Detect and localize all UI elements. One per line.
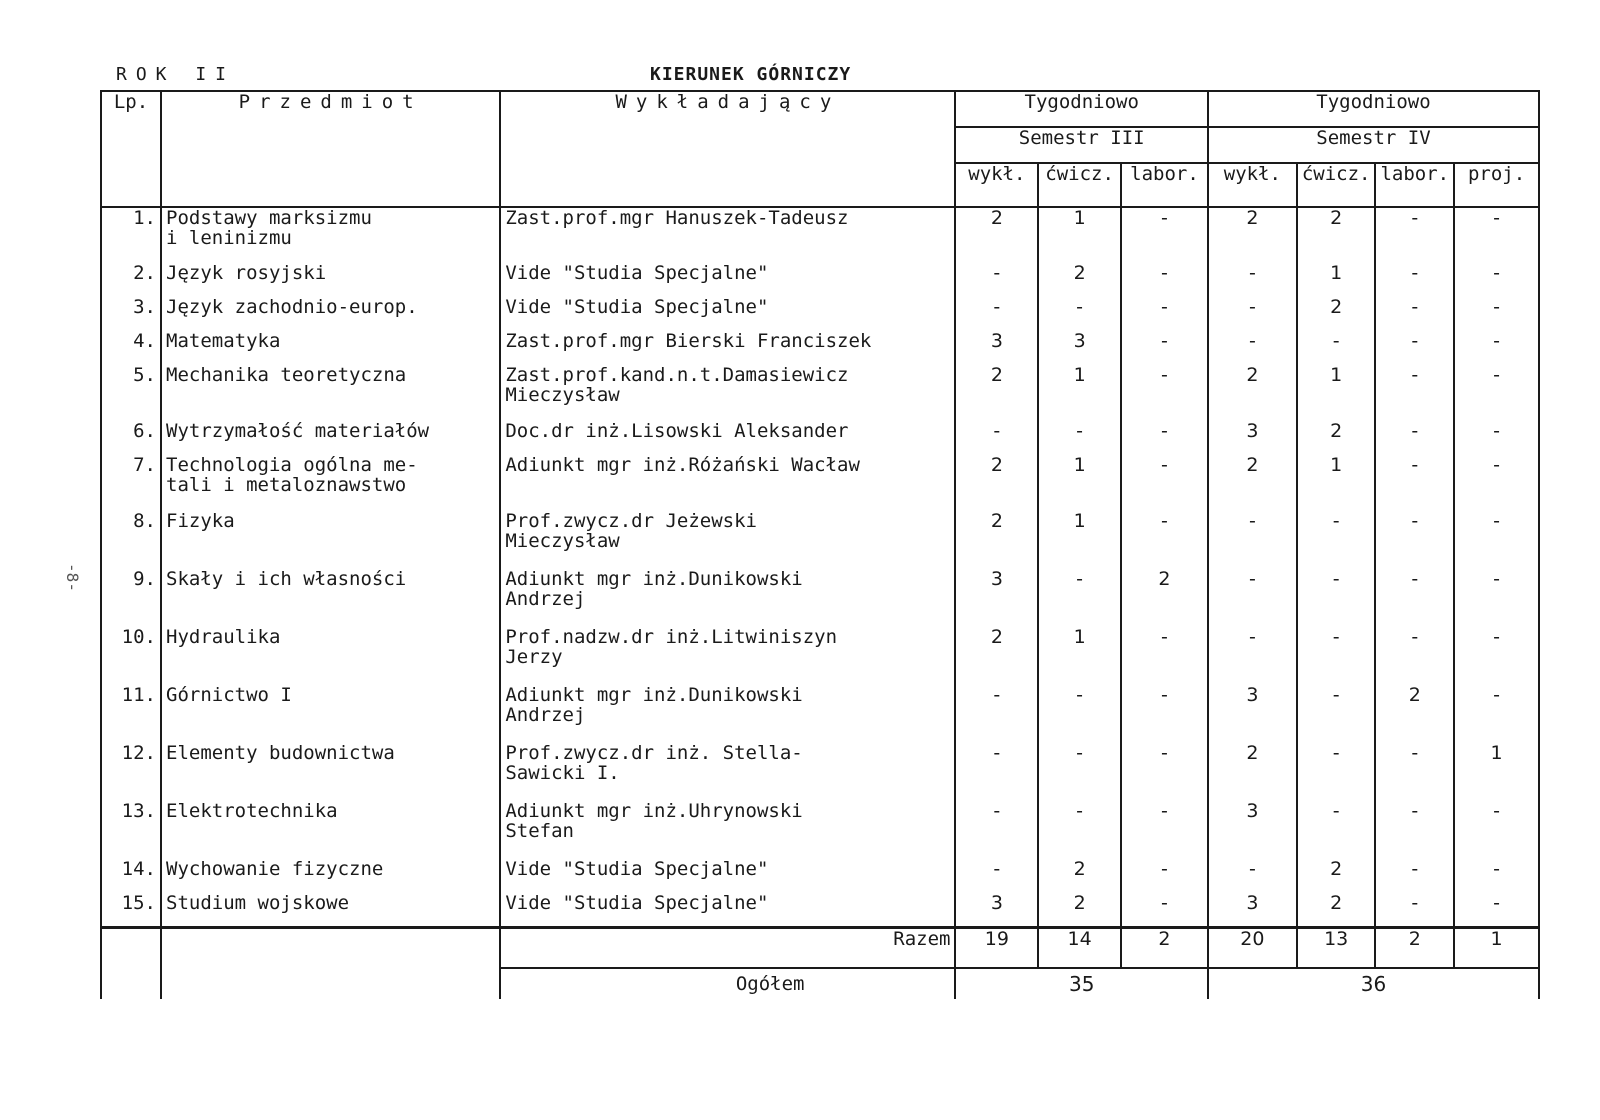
row-hours: -: [1121, 627, 1208, 685]
row-lp: 11.: [101, 685, 161, 743]
table-row: [101, 263, 1539, 297]
row-hours: -: [955, 859, 1038, 893]
row-hours: -: [955, 263, 1038, 297]
semester-4-header: Semestr IV: [1208, 127, 1539, 163]
row-lecturer: Vide "Studia Specjalne": [500, 859, 955, 893]
row-hours: -: [1297, 743, 1376, 801]
row-hours: 1: [1454, 743, 1539, 801]
table-row: [101, 859, 1539, 893]
row-subject: Elektrotechnika: [161, 801, 500, 859]
row-hours: -: [1297, 627, 1376, 685]
row-lecturer: Zast.prof.mgr Hanuszek-Tadeusz: [500, 207, 955, 263]
table-row: [101, 331, 1539, 365]
row-hours: -: [1375, 331, 1454, 365]
row-hours: -: [1297, 569, 1376, 627]
row-hours: 2: [1038, 859, 1121, 893]
row-hours: -: [955, 743, 1038, 801]
row-hours: 2: [1208, 207, 1297, 263]
row-hours: 2: [955, 627, 1038, 685]
row-hours: -: [1454, 365, 1539, 421]
row-subject: Język zachodnio-europ.: [161, 297, 500, 331]
row-lp: 14.: [101, 859, 161, 893]
row-hours: -: [1121, 421, 1208, 455]
ogolem-sem3: 35: [955, 968, 1207, 999]
row-hours: 3: [1208, 685, 1297, 743]
row-hours: -: [1121, 511, 1208, 569]
row-hours: -: [1454, 627, 1539, 685]
table-row: [101, 511, 1539, 569]
sem4-projects: proj.: [1454, 163, 1539, 207]
table-row: [101, 365, 1539, 421]
row-hours: -: [1121, 801, 1208, 859]
row-hours: 3: [1208, 801, 1297, 859]
razem-value: 2: [1375, 927, 1454, 968]
table-row: [101, 455, 1539, 511]
row-hours: -: [1121, 365, 1208, 421]
row-subject: Hydraulika: [161, 627, 500, 685]
razem-value: 13: [1297, 927, 1376, 968]
row-hours: 1: [1038, 365, 1121, 421]
razem-value: 2: [1121, 927, 1208, 968]
razem-value: 14: [1038, 927, 1121, 968]
row-hours: 2: [1297, 859, 1376, 893]
sem3-exercises: ćwicz.: [1038, 163, 1121, 207]
row-lecturer: Adiunkt mgr inż.Różański Wacław: [500, 455, 955, 511]
sem4-labs: labor.: [1375, 163, 1454, 207]
row-lecturer: Doc.dr inż.Lisowski Aleksander: [500, 421, 955, 455]
row-hours: -: [1121, 263, 1208, 297]
row-hours: 2: [1038, 893, 1121, 927]
row-lp: 4.: [101, 331, 161, 365]
row-hours: 1: [1297, 455, 1376, 511]
row-hours: -: [1297, 331, 1376, 365]
row-hours: -: [1121, 743, 1208, 801]
row-hours: -: [1454, 685, 1539, 743]
row-hours: -: [1297, 511, 1376, 569]
col-lp: Lp.: [101, 91, 161, 207]
weekly-sem3-header: Tygodniowo: [955, 91, 1207, 127]
razem-value: 20: [1208, 927, 1297, 968]
row-hours: -: [1454, 511, 1539, 569]
row-hours: -: [1375, 263, 1454, 297]
col-subject: Przedmiot: [161, 91, 500, 207]
row-hours: 3: [1208, 421, 1297, 455]
row-hours: -: [1038, 743, 1121, 801]
row-lp: 3.: [101, 297, 161, 331]
row-lp: 12.: [101, 743, 161, 801]
row-hours: -: [1038, 569, 1121, 627]
row-hours: -: [1454, 859, 1539, 893]
row-hours: 2: [1297, 297, 1376, 331]
row-hours: -: [1375, 627, 1454, 685]
row-lp: 8.: [101, 511, 161, 569]
row-hours: -: [1375, 893, 1454, 927]
row-hours: 2: [955, 455, 1038, 511]
row-hours: -: [1121, 455, 1208, 511]
row-hours: 3: [1038, 331, 1121, 365]
row-hours: 2: [1297, 207, 1376, 263]
row-hours: -: [1038, 801, 1121, 859]
row-hours: -: [1208, 569, 1297, 627]
row-hours: -: [1375, 421, 1454, 455]
row-subject: Skały i ich własności: [161, 569, 500, 627]
razem-row: [101, 927, 1539, 968]
row-hours: 2: [1208, 743, 1297, 801]
row-subject: Technologia ogólna me- tali i metaloznawstwo: [161, 455, 500, 511]
row-lp: 2.: [101, 263, 161, 297]
row-lecturer: Vide "Studia Specjalne": [500, 893, 955, 927]
row-lp: 9.: [101, 569, 161, 627]
row-hours: 2: [1297, 421, 1376, 455]
row-hours: -: [1375, 569, 1454, 627]
row-hours: -: [1375, 207, 1454, 263]
row-hours: -: [1375, 859, 1454, 893]
row-hours: 3: [955, 893, 1038, 927]
razem-value: 19: [955, 927, 1038, 968]
row-hours: -: [1454, 207, 1539, 263]
row-hours: -: [1121, 207, 1208, 263]
sem3-lectures: wykł.: [955, 163, 1038, 207]
row-lp: 1.: [101, 207, 161, 263]
row-hours: -: [1375, 801, 1454, 859]
row-hours: 1: [1038, 511, 1121, 569]
row-lecturer: Prof.zwycz.dr inż. Stella- Sawicki I.: [500, 743, 955, 801]
row-hours: -: [1038, 685, 1121, 743]
row-subject: Fizyka: [161, 511, 500, 569]
row-hours: -: [1121, 331, 1208, 365]
row-hours: -: [1454, 331, 1539, 365]
row-hours: -: [1454, 455, 1539, 511]
row-hours: -: [1375, 743, 1454, 801]
ogolem-sem4: 36: [1208, 968, 1539, 999]
ogolem-row: [101, 968, 1539, 999]
row-lp: 5.: [101, 365, 161, 421]
razem-value: 1: [1454, 927, 1539, 968]
sem3-labs: labor.: [1121, 163, 1208, 207]
row-hours: -: [1454, 801, 1539, 859]
row-lecturer: Vide "Studia Specjalne": [500, 263, 955, 297]
row-hours: -: [1297, 685, 1376, 743]
row-hours: -: [955, 421, 1038, 455]
row-lecturer: Prof.zwycz.dr Jeżewski Mieczysław: [500, 511, 955, 569]
row-hours: 3: [1208, 893, 1297, 927]
row-hours: -: [955, 801, 1038, 859]
row-hours: 2: [1375, 685, 1454, 743]
row-hours: -: [1454, 263, 1539, 297]
row-hours: 2: [1121, 569, 1208, 627]
row-subject: Górnictwo I: [161, 685, 500, 743]
row-hours: -: [1454, 297, 1539, 331]
row-lecturer: Adiunkt mgr inż.Dunikowski Andrzej: [500, 569, 955, 627]
row-hours: 3: [955, 331, 1038, 365]
table-row: [101, 743, 1539, 801]
row-hours: -: [1375, 455, 1454, 511]
row-subject: Studium wojskowe: [161, 893, 500, 927]
row-hours: -: [1208, 627, 1297, 685]
table-row: [101, 627, 1539, 685]
row-hours: -: [1121, 859, 1208, 893]
row-hours: 2: [955, 511, 1038, 569]
page-number: -8-: [62, 563, 82, 592]
row-hours: -: [1454, 893, 1539, 927]
row-lecturer: Adiunkt mgr inż.Dunikowski Andrzej: [500, 685, 955, 743]
sem4-lectures: wykł.: [1208, 163, 1297, 207]
row-hours: -: [1375, 365, 1454, 421]
table-row: [101, 685, 1539, 743]
row-hours: 2: [955, 365, 1038, 421]
row-hours: -: [1208, 331, 1297, 365]
row-hours: -: [1454, 421, 1539, 455]
row-hours: -: [1208, 297, 1297, 331]
table-row: [101, 569, 1539, 627]
row-hours: 1: [1038, 207, 1121, 263]
row-hours: -: [1208, 511, 1297, 569]
row-hours: 2: [1208, 365, 1297, 421]
row-hours: 1: [1297, 263, 1376, 297]
row-hours: -: [1121, 297, 1208, 331]
ogolem-label: Ogółem: [500, 968, 955, 999]
direction-title: KIERUNEK GÓRNICZY: [650, 64, 852, 85]
col-lecturer: Wykładający: [500, 91, 955, 207]
row-hours: -: [1038, 297, 1121, 331]
table-row: [101, 801, 1539, 859]
row-hours: -: [1375, 297, 1454, 331]
row-subject: Język rosyjski: [161, 263, 500, 297]
row-hours: -: [1297, 801, 1376, 859]
row-hours: 2: [1208, 455, 1297, 511]
row-subject: Wychowanie fizyczne: [161, 859, 500, 893]
row-lecturer: Prof.nadzw.dr inż.Litwiniszyn Jerzy: [500, 627, 955, 685]
row-subject: Mechanika teoretyczna: [161, 365, 500, 421]
table-row: [101, 893, 1539, 927]
year-label: ROK II: [116, 64, 236, 85]
row-lecturer: Zast.prof.mgr Bierski Franciszek: [500, 331, 955, 365]
row-subject: Wytrzymałość materiałów: [161, 421, 500, 455]
row-subject: Matematyka: [161, 331, 500, 365]
semester-3-header: Semestr III: [955, 127, 1207, 163]
row-lp: 7.: [101, 455, 161, 511]
razem-label: Razem: [500, 927, 955, 968]
row-hours: -: [1375, 511, 1454, 569]
row-lp: 6.: [101, 421, 161, 455]
row-hours: -: [1208, 263, 1297, 297]
row-hours: -: [955, 297, 1038, 331]
row-hours: -: [1121, 893, 1208, 927]
row-hours: 1: [1038, 455, 1121, 511]
row-hours: -: [1208, 859, 1297, 893]
row-hours: 2: [955, 207, 1038, 263]
row-hours: -: [1454, 569, 1539, 627]
row-hours: -: [955, 685, 1038, 743]
row-lecturer: Zast.prof.kand.n.t.Damasiewicz Mieczysław: [500, 365, 955, 421]
row-hours: 1: [1297, 365, 1376, 421]
row-hours: 3: [955, 569, 1038, 627]
row-lecturer: Adiunkt mgr inż.Uhrynowski Stefan: [500, 801, 955, 859]
sem4-exercises: ćwicz.: [1297, 163, 1376, 207]
row-hours: 2: [1297, 893, 1376, 927]
row-lp: 10.: [101, 627, 161, 685]
weekly-sem4-header: Tygodniowo: [1208, 91, 1539, 127]
study-plan-table: [100, 90, 1540, 999]
row-lp: 15.: [101, 893, 161, 927]
table-row: [101, 207, 1539, 263]
row-hours: 2: [1038, 263, 1121, 297]
table-row: [101, 297, 1539, 331]
table-row: [101, 421, 1539, 455]
row-hours: -: [1038, 421, 1121, 455]
row-lp: 13.: [101, 801, 161, 859]
row-lecturer: Vide "Studia Specjalne": [500, 297, 955, 331]
row-subject: Elementy budownictwa: [161, 743, 500, 801]
row-hours: -: [1121, 685, 1208, 743]
row-subject: Podstawy marksizmu i leninizmu: [161, 207, 500, 263]
row-hours: 1: [1038, 627, 1121, 685]
